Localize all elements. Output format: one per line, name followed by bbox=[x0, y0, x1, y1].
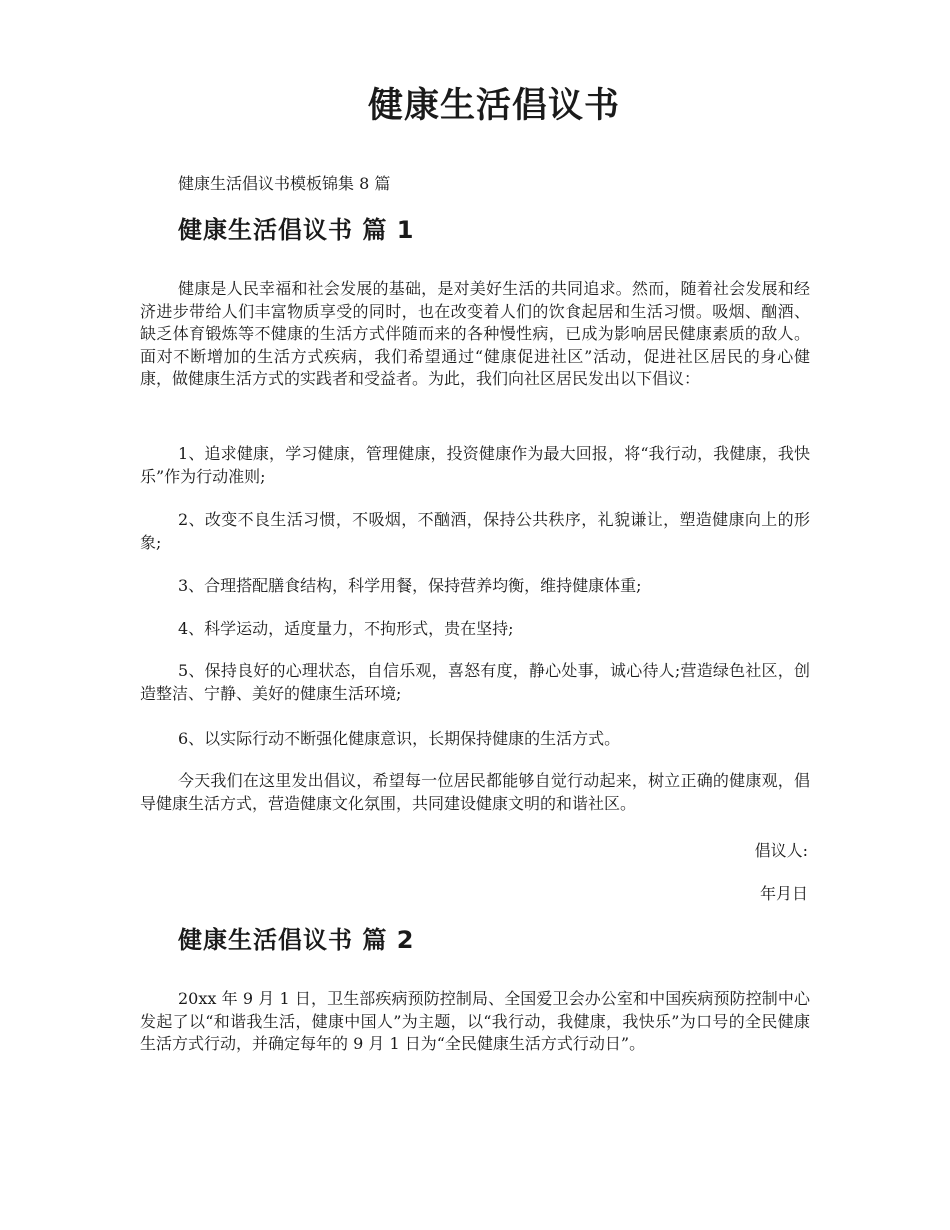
signature-label: 倡议人: bbox=[754, 841, 808, 860]
section-1-item-3: 3、合理搭配膳食结构，科学用餐，保持营养均衡，维持健康体重; bbox=[178, 576, 642, 595]
section-1-item-5: 5、保持良好的心理状态，自信乐观，喜怒有度，静心处事，诚心待人;营造绿色社区，创造整洁、宁静、美好的健康生活环境; bbox=[140, 661, 810, 703]
date-label: 年月日 bbox=[759, 884, 808, 903]
section-1-item-4: 4、科学运动，适度量力，不拘形式，贵在坚持; bbox=[178, 619, 514, 638]
document-title: 健康生活倡议书 bbox=[367, 86, 620, 126]
section-1-heading: 健康生活倡议书 篇 1 bbox=[178, 216, 415, 244]
section-1-item-6: 6、以实际行动不断强化健康意识，长期保持健康的生活方式。 bbox=[178, 729, 621, 748]
section-1-paragraph-1: 健康是人民幸福和社会发展的基础，是对美好生活的共同追求。然而，随着社会发展和经济进步带给人们丰富物质享受的同时，也在改变着人们的饮食起居和生活习惯。吸烟、酗酒、缺乏体育锻炼等不健康的生活方式伴随而来的各种慢性病，已成为影响居民健康素质的敌人。面对不断增加的生活方式疾病，我们希望通过“健康促进社区”活动，促进社区居民的身心健康，做健康生活方式的实践者和受益者。为此，我们向社区居民发出以下倡议： bbox=[140, 279, 810, 388]
section-1-item-2: 2、改变不良生活习惯，不吸烟，不酗酒，保持公共秩序，礼貌谦让，塑造健康向上的形象; bbox=[140, 510, 810, 552]
section-2-heading: 健康生活倡议书 篇 2 bbox=[178, 926, 415, 954]
section-1-item-1: 1、追求健康，学习健康，管理健康，投资健康作为最大回报，将“我行动，我健康，我快乐”作为行动准则; bbox=[140, 444, 810, 486]
document-subtitle: 健康生活倡议书模板锦集 8 篇 bbox=[178, 174, 391, 193]
section-2-paragraph-1: 20xx 年 9 月 1 日，卫生部疾病预防控制局、全国爱卫会办公室和中国疾病预防控制中心发起了以“和谐我生活，健康中国人”为主题，以“我行动，我健康，我快乐”为口号的全民健康生活方式行动，并确定每年的 9 月 1 日为“全民健康生活方式行动日”。 bbox=[140, 989, 810, 1053]
section-1-closing-paragraph: 今天我们在这里发出倡议，希望每一位居民都能够自觉行动起来，树立正确的健康观，倡导健康生活方式，营造健康文化氛围，共同建设健康文明的和谐社区。 bbox=[140, 771, 810, 813]
